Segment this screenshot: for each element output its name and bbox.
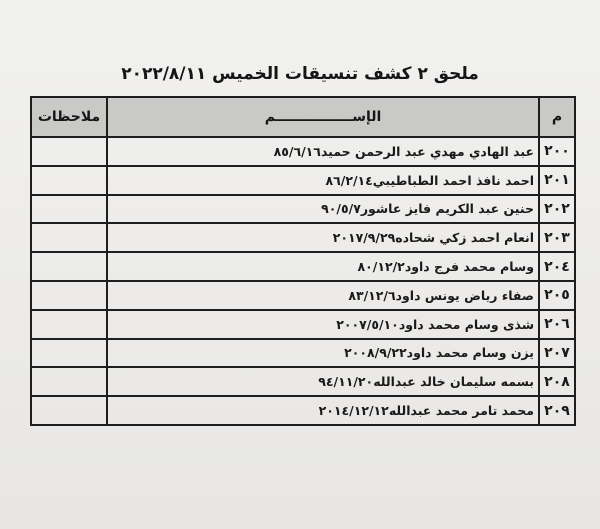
row-name: احمد نافذ احمد الطباطيبي٨٦/٢/١٤ [107, 166, 539, 195]
table-row [31, 367, 575, 396]
table-row [31, 281, 575, 310]
document-title: ملحق ٢ كشف تنسيقات الخميس ٢٠٢٢/٨/١١ [121, 64, 479, 84]
table-row [31, 223, 575, 252]
table-row [31, 310, 575, 339]
row-name: وسام محمد فرج داود٨٠/١٢/٢ [107, 252, 539, 281]
row-name: عبد الهادي مهدي عبد الرحمن حميد٨٥/٦/١٦ [107, 137, 539, 166]
row-number: ٢٠٤ [539, 252, 575, 281]
table-row [31, 252, 575, 281]
row-number: ٢٠٦ [539, 310, 575, 339]
row-name: صفاء رياض يونس داود٨٣/١٢/٦ [107, 281, 539, 310]
table-row [31, 339, 575, 368]
row-number: ٢٠٢ [539, 195, 575, 224]
row-name: يزن وسام محمد داود٢٠٠٨/٩/٢٢ [107, 339, 539, 368]
row-notes [31, 166, 107, 195]
row-name: شذى وسام محمد داود٢٠٠٧/٥/١٠ [107, 310, 539, 339]
row-notes [31, 310, 107, 339]
column-header-name: الإســــــــــــــــم [107, 97, 539, 137]
column-header-number: م [539, 97, 575, 137]
row-number: ٢٠٧ [539, 339, 575, 368]
row-number: ٢٠٨ [539, 367, 575, 396]
row-name: انعام احمد زكي شحاده٢٠١٧/٩/٢٩ [107, 223, 539, 252]
row-number: ٢٠٩ [539, 396, 575, 425]
row-number: ٢٠٠ [539, 137, 575, 166]
column-header-notes: ملاحظات [31, 97, 107, 137]
table-header-row [31, 97, 575, 137]
table-row [31, 195, 575, 224]
row-name: محمد تامر محمد عبدالله٢٠١٤/١٢/١٢ [107, 396, 539, 425]
row-notes [31, 396, 107, 425]
row-number: ٢٠٣ [539, 223, 575, 252]
table-row [31, 166, 575, 195]
row-notes [31, 223, 107, 252]
row-name: بسمه سليمان خالد عبدالله٩٤/١١/٢٠ [107, 367, 539, 396]
row-notes [31, 281, 107, 310]
row-notes [31, 137, 107, 166]
row-notes [31, 367, 107, 396]
row-name: حنين عبد الكريم فايز عاشور٩٠/٥/٧ [107, 195, 539, 224]
table-row [31, 396, 575, 425]
row-number: ٢٠١ [539, 166, 575, 195]
row-notes [31, 195, 107, 224]
row-notes [31, 339, 107, 368]
table-row [31, 137, 575, 166]
names-table [30, 96, 576, 426]
row-notes [31, 252, 107, 281]
row-number: ٢٠٥ [539, 281, 575, 310]
